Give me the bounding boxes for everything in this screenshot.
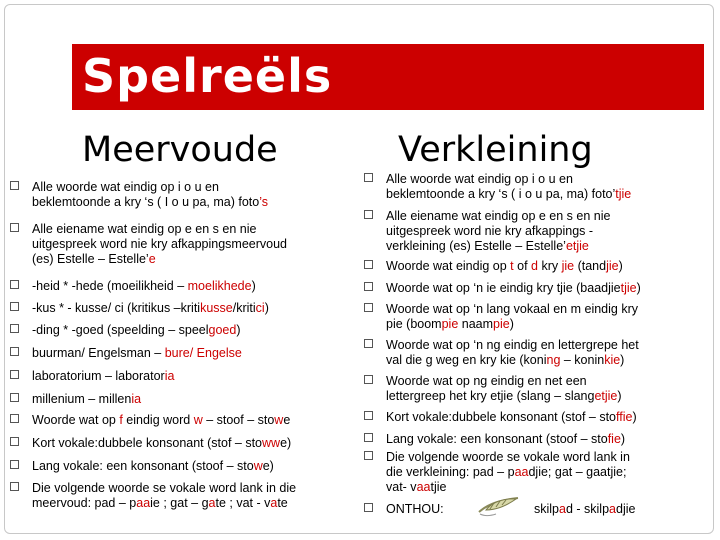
- text-run: Woorde wat eindig op: [386, 259, 511, 273]
- text-run: e): [262, 459, 274, 473]
- checkbox-bullet-icon: [10, 324, 19, 333]
- rule-line: [386, 209, 610, 224]
- checkbox-bullet-icon: [10, 302, 19, 311]
- rule-text: [386, 338, 639, 368]
- rule-text: [32, 413, 290, 428]
- text-run: pie (boom: [386, 317, 442, 331]
- checkbox-bullet-icon: [10, 280, 19, 289]
- rule-text: [32, 301, 269, 316]
- highlight-text: kie: [604, 353, 621, 367]
- text-run: Woorde wat op ‘n ng eindig en lettergrepe het: [386, 338, 639, 352]
- text-run: tjie: [430, 480, 447, 494]
- highlight-text: bure/ Engelse: [164, 346, 242, 360]
- text-run: /kriti: [232, 301, 256, 315]
- text-run: – stoof – sto: [202, 413, 275, 427]
- text-run: d - skilp: [565, 502, 610, 516]
- text-run: te ; vat - v: [215, 496, 271, 510]
- highlight-text: ia: [164, 369, 175, 383]
- rule-text: [32, 346, 242, 361]
- highlight-text: ci: [255, 301, 265, 315]
- highlight-text: fie: [607, 432, 621, 446]
- rule-line: [32, 436, 291, 451]
- rule-line: [32, 496, 296, 511]
- text-run: skilp: [534, 502, 560, 516]
- checkbox-bullet-icon: [364, 260, 373, 269]
- onthou-example: [534, 502, 635, 517]
- text-run: laboratorium – laborator: [32, 369, 165, 383]
- checkbox-bullet-icon: [10, 181, 19, 190]
- text-run: -ding * -goed (speelding – speel: [32, 323, 209, 337]
- highlight-text: w: [193, 413, 203, 427]
- checkbox-bullet-icon: [364, 451, 373, 460]
- text-run: Die volgende woorde se vokale word lank in die: [32, 481, 297, 495]
- text-run: uitgespreek word nie kry afkappingsmeervoud: [32, 237, 287, 251]
- rule-text: [32, 481, 296, 511]
- text-run: eindig word: [122, 413, 194, 427]
- rule-line: [32, 346, 242, 361]
- checkbox-bullet-icon: [10, 223, 19, 232]
- highlight-text: a: [559, 502, 566, 516]
- rule-line: [386, 239, 610, 254]
- rule-line: [32, 392, 141, 407]
- highlight-text: ww: [262, 436, 281, 450]
- rule-text: [386, 432, 625, 447]
- text-run: ): [632, 410, 637, 424]
- heading-meervoude: Meervoude: [82, 130, 278, 170]
- checkbox-bullet-icon: [10, 393, 19, 402]
- checkbox-bullet-icon: [364, 433, 373, 442]
- rule-line: [386, 432, 625, 447]
- rule-line: [386, 259, 623, 274]
- checkbox-bullet-icon: [364, 411, 373, 420]
- text-run: ): [251, 279, 256, 293]
- highlight-text: a: [208, 496, 216, 510]
- highlight-text: d: [531, 259, 538, 273]
- highlight-text: etjie: [594, 389, 618, 403]
- highlight-text: etjie: [565, 239, 589, 253]
- checkbox-bullet-icon: [364, 282, 373, 291]
- rule-line: [386, 302, 638, 317]
- rule-line: [386, 338, 639, 353]
- text-run: Kort vokale:dubbele konsonant (stof – sto: [386, 410, 617, 424]
- slide-title: Spelreëls: [82, 49, 333, 103]
- text-run: Woorde wat op: [32, 413, 120, 427]
- highlight-text: e: [148, 252, 156, 266]
- highlight-text: moelikhede: [187, 279, 252, 293]
- text-run: djie: [616, 502, 636, 516]
- checkbox-bullet-icon: [364, 375, 373, 384]
- text-run: Kort vokale:dubbele konsonant (stof – sto: [32, 436, 263, 450]
- text-run: vat- v: [386, 480, 417, 494]
- checkbox-bullet-icon: [10, 347, 19, 356]
- text-run: val die g weg en kry kie (koni: [386, 353, 547, 367]
- highlight-text: a: [270, 496, 278, 510]
- rule-text: [32, 323, 241, 338]
- text-run: ): [236, 323, 241, 337]
- checkbox-bullet-icon: [364, 173, 373, 182]
- text-run: meervoud: pad – p: [32, 496, 137, 510]
- quill-sketch-icon: [476, 494, 522, 518]
- text-run: lettergreep het kry etjie (slang – slang: [386, 389, 595, 403]
- highlight-text: aa: [136, 496, 151, 510]
- rule-line: [32, 252, 287, 267]
- rule-line: [32, 369, 174, 384]
- highlight-text: ffie: [616, 410, 633, 424]
- checkbox-bullet-icon: [364, 210, 373, 219]
- rule-line: [386, 389, 622, 404]
- highlight-text: aa: [416, 480, 431, 494]
- highlight-text: f: [119, 413, 123, 427]
- text-run: -kus * - kusse/ ci (kritikus –kriti: [32, 301, 201, 315]
- text-run: Woorde wat op ‘n ie eindig kry tjie (baadjie: [386, 281, 621, 295]
- highlight-text: jie: [606, 259, 619, 273]
- text-run: te: [277, 496, 288, 510]
- text-run: Die volgende woorde se vokale word lank in: [386, 450, 630, 464]
- text-run: Alle eiename wat eindig op e en s en nie: [32, 222, 257, 236]
- checkbox-bullet-icon: [364, 339, 373, 348]
- rule-text: [386, 172, 631, 202]
- text-run: die verkleining: pad – p: [386, 465, 515, 479]
- text-run: ): [264, 301, 269, 315]
- rule-text: [386, 209, 610, 254]
- text-run: Woorde wat op ‘n lang vokaal en m eindig kry: [386, 302, 638, 316]
- rule-line: [32, 195, 268, 210]
- text-run: ): [617, 389, 622, 403]
- rule-line: [386, 224, 610, 239]
- highlight-text: goed: [208, 323, 237, 337]
- text-run: -heid * -hede (moeilikheid –: [32, 279, 188, 293]
- checkbox-bullet-icon: [364, 303, 373, 312]
- text-run: djie; gat – gaatjie;: [528, 465, 627, 479]
- rule-text: [386, 410, 637, 425]
- rule-line: [386, 374, 622, 389]
- highlight-text: kusse: [200, 301, 233, 315]
- rule-text: [32, 392, 141, 407]
- text-run: ): [636, 281, 641, 295]
- rule-line: [386, 353, 639, 368]
- text-run: Lang vokale: een konsonant (stoof – sto: [386, 432, 608, 446]
- text-run: ): [509, 317, 514, 331]
- rule-line: [32, 301, 269, 316]
- rule-text: [386, 374, 622, 404]
- text-run: millenium – millen: [32, 392, 132, 406]
- rule-line: [32, 323, 241, 338]
- rule-text: [386, 450, 630, 495]
- rule-line: [386, 450, 630, 465]
- rule-text: [32, 436, 291, 451]
- highlight-text: pie: [441, 317, 459, 331]
- text-run: – konin: [560, 353, 605, 367]
- text-run: beklemtoonde a kry ‘s ( I o u pa, ma) foto: [32, 195, 260, 209]
- rule-text: [32, 459, 274, 474]
- rule-line: [32, 481, 296, 496]
- checkbox-bullet-icon: [10, 482, 19, 491]
- text-run: ): [618, 259, 623, 273]
- rule-line: [386, 172, 631, 187]
- text-run: Alle woorde wat eindig op i o u en: [386, 172, 573, 186]
- rule-line: [32, 459, 274, 474]
- rule-text: [386, 302, 638, 332]
- rule-line: [386, 317, 638, 332]
- checkbox-bullet-icon: [10, 437, 19, 446]
- rule-line: [386, 465, 630, 480]
- checkbox-bullet-icon: [364, 503, 373, 512]
- rule-text: [386, 281, 641, 296]
- text-run: ie ; gat – g: [150, 496, 209, 510]
- text-run: ): [620, 353, 625, 367]
- text-run: beklemtoonde a kry ‘s ( i o u pa, ma) foto’: [386, 187, 616, 201]
- rule-text: [32, 222, 287, 267]
- highlight-text: t: [510, 259, 514, 273]
- rule-line: [32, 413, 290, 428]
- text-run: ONTHOU:: [386, 502, 444, 516]
- text-run: Alle woorde wat eindig op i o u en: [32, 180, 219, 194]
- rule-line: [386, 502, 444, 517]
- highlight-text: w: [274, 413, 284, 427]
- rule-line: [386, 187, 631, 202]
- rule-text: [386, 259, 623, 274]
- text-run: e: [283, 413, 291, 427]
- rule-line: [386, 480, 630, 495]
- checkbox-bullet-icon: [10, 414, 19, 423]
- highlight-text: ng: [546, 353, 561, 367]
- rule-line: [32, 222, 287, 237]
- text-run: verkleining (es) Estelle – Estelle’: [386, 239, 566, 253]
- rule-text: [32, 279, 256, 294]
- text-run: (tand: [574, 259, 607, 273]
- text-run: buurman/ Engelsman –: [32, 346, 165, 360]
- highlight-text: ia: [131, 392, 142, 406]
- text-run: Alle eiename wat eindig op e en s en nie: [386, 209, 611, 223]
- rule-line: [386, 281, 641, 296]
- text-run: of: [513, 259, 532, 273]
- rule-line: [32, 237, 287, 252]
- text-run: (es) Estelle – Estelle’: [32, 252, 149, 266]
- highlight-text: tjie: [615, 187, 632, 201]
- heading-verkleining: Verkleining: [398, 130, 593, 170]
- highlight-text: pie: [493, 317, 510, 331]
- text-run: e): [280, 436, 292, 450]
- highlight-text: aa: [514, 465, 529, 479]
- highlight-text: jie: [561, 259, 575, 273]
- rule-text: [32, 180, 268, 210]
- text-run: Lang vokale: een konsonant (stoof – sto: [32, 459, 254, 473]
- checkbox-bullet-icon: [10, 460, 19, 469]
- rule-text: [32, 369, 174, 384]
- text-run: naam: [458, 317, 494, 331]
- checkbox-bullet-icon: [10, 370, 19, 379]
- text-run: ): [620, 432, 626, 446]
- highlight-text: a: [609, 502, 616, 516]
- highlight-text: w: [253, 459, 263, 473]
- highlight-text: ’s: [259, 195, 269, 209]
- text-run: uitgespreek word nie kry afkappings -: [386, 224, 594, 238]
- text-run: Woorde wat op ng eindig en net een: [386, 374, 587, 388]
- rule-line: [32, 279, 256, 294]
- rule-text: [386, 502, 444, 517]
- highlight-text: tjie: [620, 281, 637, 295]
- rule-line: [386, 410, 637, 425]
- rule-line: [32, 180, 268, 195]
- text-run: kry: [537, 259, 562, 273]
